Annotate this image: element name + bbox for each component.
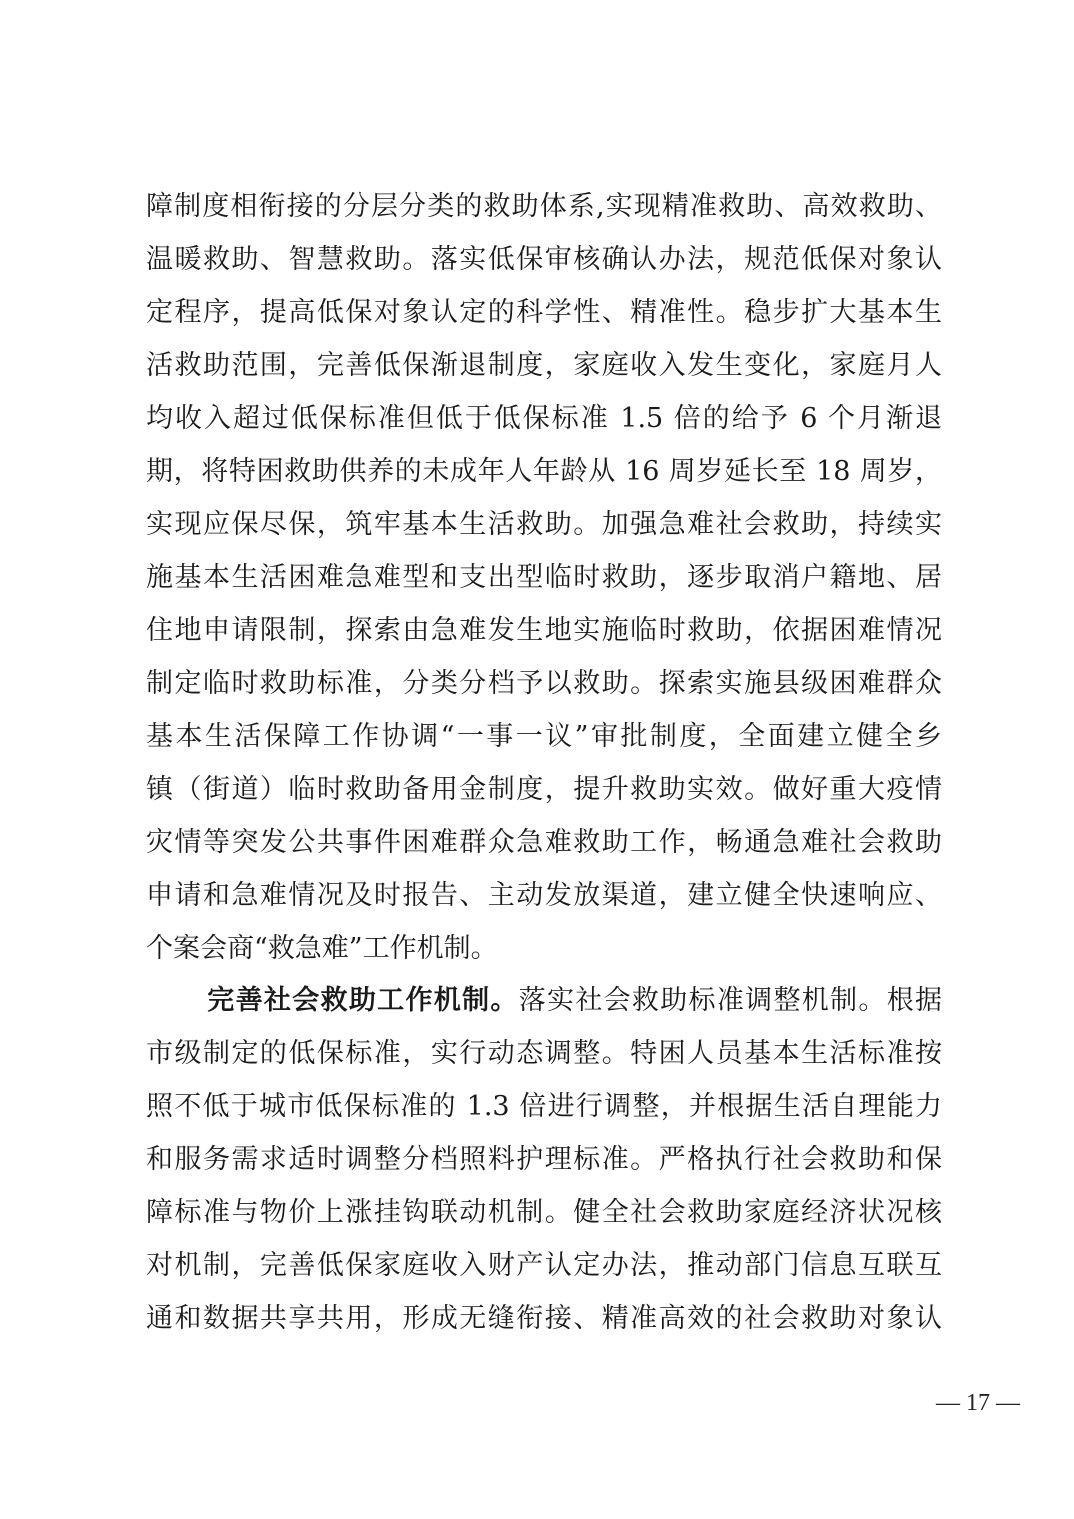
paragraph-line: 施基本生活困难急难型和支出型临时救助，逐步取消户籍地、居 [146, 562, 942, 593]
paragraph-line: 灾情等突发公共事件困难群众急难救助工作，畅通急难社会救助 [146, 827, 942, 858]
paragraph-line: 住地申请限制，探索由急难发生地实施临时救助，依据困难情况 [146, 615, 942, 646]
paragraph-line: 照不低于城市低保标准的 1.3 倍进行调整，并根据生活自理能力 [146, 1091, 942, 1122]
paragraph-line-rest: 落实社会救助标准调整机制。根据 [518, 985, 943, 1016]
page-number: — 17 — [936, 1390, 1020, 1416]
paragraph-first-line [146, 974, 942, 1027]
paragraph-line: 市级制定的低保标准，实行动态调整。特困人员基本生活标准按 [146, 1038, 942, 1069]
paragraph-line: 活救助范围，完善低保渐退制度，家庭收入发生变化，家庭月人 [146, 350, 942, 381]
paragraph-work-mechanism [146, 974, 942, 1345]
paragraph-line: 定程序，提高低保对象认定的科学性、精准性。稳步扩大基本生 [146, 297, 942, 328]
paragraph-line: 障标准与物价上涨挂钩联动机制。健全社会救助家庭经济状况核 [146, 1197, 942, 1228]
paragraph-line: 镇（街道）临时救助备用金制度，提升救助实效。做好重大疫情 [146, 774, 942, 805]
paragraph-heading: 完善社会救助工作机制。 [206, 985, 519, 1016]
paragraph-line: 温暖救助、智慧救助。落实低保审核确认办法，规范低保对象认 [146, 244, 942, 275]
paragraph-line: 障制度相衔接的分层分类的救助体系,实现精准救助、高效救助、 [146, 191, 942, 222]
paragraph-line: 均收入超过低保标准但低于低保标准 1.5 倍的给予 6 个月渐退 [146, 403, 942, 434]
paragraph-line: 基本生活保障工作协调“一事一议”审批制度，全面建立健全乡 [146, 721, 942, 752]
paragraph-line: 个案会商“救急难”工作机制。 [146, 933, 498, 964]
paragraph-line: 实现应保尽保，筑牢基本生活救助。加强急难社会救助，持续实 [146, 509, 942, 540]
paragraph-line: 期，将特困救助供养的未成年人年龄从 16 周岁延长至 18 周岁， [146, 456, 942, 487]
paragraph-line: 申请和急难情况及时报告、主动发放渠道，建立健全快速响应、 [146, 880, 942, 911]
paragraph-line: 对机制，完善低保家庭收入财产认定办法，推动部门信息互联互 [146, 1250, 942, 1281]
paragraph-line: 和服务需求适时调整分档照料护理标准。严格执行社会救助和保 [146, 1144, 942, 1175]
paragraph-line: 制定临时救助标准，分类分档予以救助。探索实施县级困难群众 [146, 668, 942, 699]
paragraph-social-assistance [146, 180, 942, 975]
paragraph-line: 通和数据共享共用，形成无缝衔接、精准高效的社会救助对象认 [146, 1303, 942, 1334]
